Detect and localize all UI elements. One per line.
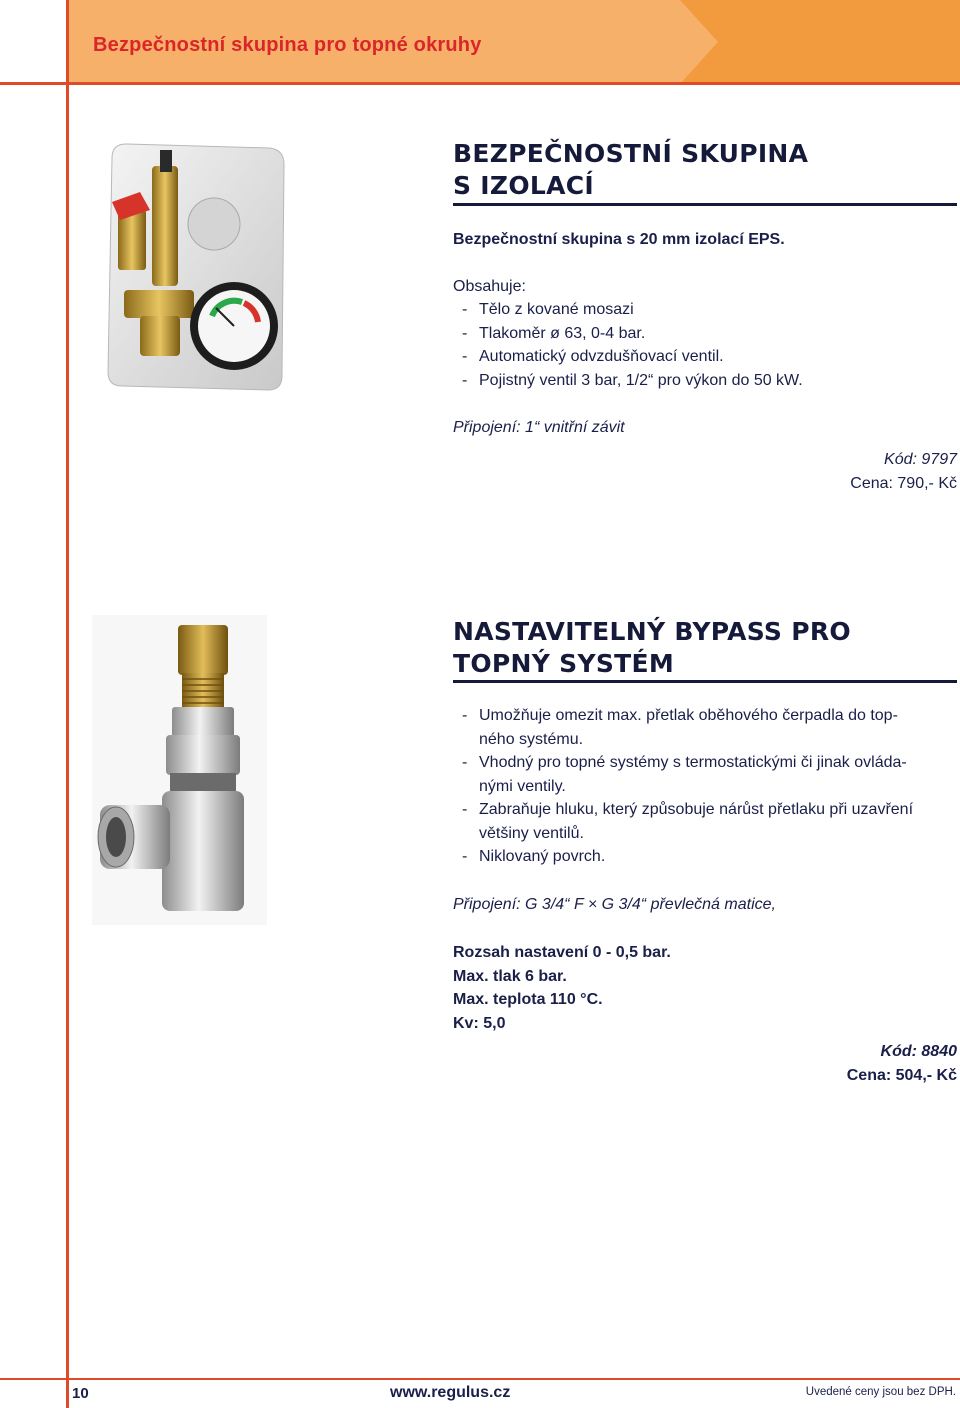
product1-price: Cena: 790,- Kč xyxy=(850,475,957,492)
product2-title-rule xyxy=(453,680,957,683)
product1-intro: Bezpečnostní skupina s 20 mm izolací EPS. xyxy=(453,231,785,248)
product1-title xyxy=(453,138,808,202)
list-item: - Pojistný ventil 3 bar, 1/2“ pro výkon do 50 kW. xyxy=(462,372,803,389)
product2-feature-list xyxy=(462,704,958,869)
list-item: - Tělo z kované mosazi xyxy=(462,301,634,318)
product1-code: Kód: 9797 xyxy=(884,451,957,468)
product2-spec: Max. tlak 6 bar. xyxy=(453,968,567,985)
list-item: - Niklovaný povrch. xyxy=(462,848,606,865)
header-title: Bezpečnostní skupina pro topné okruhy xyxy=(93,34,482,56)
footer-divider xyxy=(0,1378,960,1380)
product2-title-line1: NASTAVITELNÝ BYPASS PRO xyxy=(453,617,851,646)
product2-price: Cena: 504,- Kč xyxy=(846,1067,957,1084)
safety-group-image xyxy=(92,140,292,398)
product1-connection: Připojení: 1“ vnitřní závit xyxy=(453,419,625,436)
list-item: - Automatický odvzdušňovací ventil. xyxy=(462,348,724,365)
product2-spec: Kv: 5,0 xyxy=(453,1015,506,1032)
product1-contains-label: Obsahuje: xyxy=(453,278,526,295)
product2-spec: Rozsah nastavení 0 - 0,5 bar. xyxy=(453,944,671,961)
bypass-valve-image xyxy=(92,615,267,925)
product1-title-rule xyxy=(453,203,957,206)
page-number: 10 xyxy=(72,1385,89,1402)
product2-title-line2: TOPNÝ SYSTÉM xyxy=(453,649,675,678)
left-margin-rule xyxy=(66,0,69,1408)
product2-connection: Připojení: G 3/4“ F × G 3/4“ převlečná matice, xyxy=(453,896,776,913)
list-item: - Tlakoměr ø 63, 0-4 bar. xyxy=(462,325,646,342)
list-item: - Umožňuje omezit max. přetlak oběhového čerpadla do top- ného systému. xyxy=(462,707,898,748)
product2-spec: Max. teplota 110 °C. xyxy=(453,991,603,1008)
list-item: - Zabraňuje hluku, který způsobuje nárůst přetlaku při uzavření většiny ventilů. xyxy=(462,801,914,842)
product1-title-line1: BEZPEČNOSTNÍ SKUPINA xyxy=(453,139,809,168)
list-item: - Vhodný pro topné systémy s termostatickými či jinak ovláda- nými ventily. xyxy=(462,754,907,795)
footer-url: www.regulus.cz xyxy=(390,1384,511,1401)
product2-code: Kód: 8840 xyxy=(880,1043,957,1060)
header-divider xyxy=(0,82,960,85)
footer-note: Uvedené ceny jsou bez DPH. xyxy=(805,1386,956,1398)
product2-title xyxy=(453,616,851,680)
product1-title-line2: S IZOLACÍ xyxy=(453,171,595,200)
